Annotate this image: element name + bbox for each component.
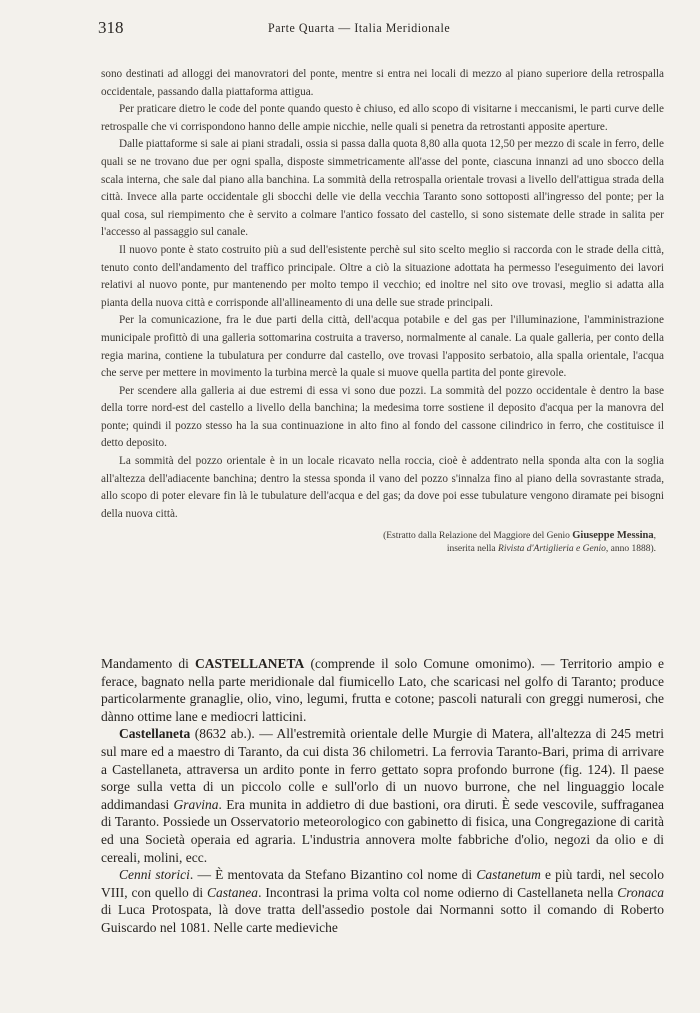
chronicle-title: Cronaca xyxy=(617,884,664,900)
history-text: e più tardi, nel secolo VIII, con quello di xyxy=(101,867,665,900)
excerpt-paragraph: Per la comunicazione, fra le due parti della città, dell'acqua potabile e del gas per l'illuminazione, l'amministrazione municipale profittò di una galleria sottomarina costruita a traverso, normalmente al canale. La quale galleria, per conto della regia marina, contiene la tubulatura per condurre dal castello, ove trovasi l'apposito serbatoio, alla spalla orientale, l'acqua che serve per mettere in movimento la turbina mercè la quale si muove quella partita del ponte girevole. xyxy=(101,314,664,380)
history-text: di Luca Protospata, là dove tratta dell'assedio postole dai Normanni sotto il comando di Roberto Guiscardo nel 1081. Nelle carte medieviche xyxy=(101,902,664,935)
credit-punct: , xyxy=(653,531,656,542)
excerpt-paragraph: Dalle piattaforme si sale ai piani stradali, ossia si passa dalla quota 8,80 alla quota 12,50 per mezzo di scale in ferro, delle quali se ne trovano due per ogni spalla, disposte simmetricamente all'asse del ponte, ciascuna innanzi ad uno sbocco della scala interna, che sale dal piano alla banchina. La sommità della retrospalla orientale trovasi a livello dell'attigua strada della città. Invece alla parte occidentale gli sbocchi delle vie della vecchia Taranto sono sottoposti all'ingresso del ponte; per la qual cosa, sul riempimento che è servito a colmare l'antico fossato del castello, si sono sistemate delle strade in salita per l'accesso al passaggio sul canale. xyxy=(101,138,664,239)
town-text-cont: . Era munita in addietro di due bastioni, ora diruti. È sede vescovile, suffraganea di Taranto. Possiede un Osservatorio meteorologico con gabinetto di fisica, una Congregazione di carità ed una Società operaia ed agraria. L'industria annovera molte fabbriche d'olio, negozi da olio e di cereali, molini, ecc. xyxy=(101,796,664,865)
excerpt-block xyxy=(101,66,664,556)
mandamento-name: CASTELLANETA xyxy=(195,656,305,671)
excerpt-credit xyxy=(101,529,656,556)
credit-year: , anno 1888). xyxy=(605,544,656,555)
main-text xyxy=(101,655,664,937)
page-header xyxy=(98,18,660,40)
excerpt-paragraph: Per praticare dietro le code del ponte quando questo è chiuso, ed allo scopo di visitarne i meccanismi, le parti curve delle retrospalle che vi corrispondono hanno delle ampie nicchie, nelle quali si penetra da retrostanti apposite aperture. xyxy=(101,103,664,133)
history-heading: Cenni storici xyxy=(119,867,190,883)
excerpt-paragraph: Per scendere alla galleria ai due estremi di essa vi sono due pozzi. La sommità del pozzo occidentale è dentro la base della torre nord-est del castello a livello della banchina; la medesima torre sostiene il deposito d'acqua per la manovra del ponte; quindi il pozzo stesso ha la sua continuazione in alto fino al fondo del cassone cilindrico in ferro, che costituisce il detto deposito. xyxy=(101,384,664,450)
credit-prefix: (Estratto dalla Relazione del Maggiore del Genio xyxy=(383,531,573,542)
town-paragraph xyxy=(101,725,664,866)
credit-inserted: inserita nella xyxy=(446,544,499,555)
mandamento-paragraph xyxy=(101,655,664,725)
gravina-term: Gravina xyxy=(173,796,219,812)
page-number: 318 xyxy=(98,18,124,37)
excerpt-paragraph: La sommità del pozzo orientale è in un locale ricavato nella roccia, cioè è addentrato nella sponda alta con la soglia all'altezza dell'adiacente banchina; dentro la stessa sponda il vano del pozzo s'innalza fino al piano della sovrastante strada, allo scopo di poter elevare fin là le tubulature dell'acqua e del gas; da dove poi esse tubulature vengono diramate pei bisogni della nuova città. xyxy=(101,455,664,520)
credit-journal: Rivista d'Artiglieria e Genio xyxy=(498,544,606,555)
history-text: . — È mentovata da Stefano Bizantino col nome di xyxy=(189,867,477,883)
town-name: Castellaneta xyxy=(119,726,191,742)
mandamento-lead: Mandamento di xyxy=(101,656,196,671)
latin-name: Castanetum xyxy=(476,867,541,883)
excerpt-paragraph: sono destinati ad alloggi dei manovratori del ponte, mentre si entra nei locali di mezzo al piano superiore della retrospalla occidentale, passando dalla piattaforma attigua. xyxy=(101,68,664,98)
town-text: (8632 ab.). — All'estremità orientale delle Murgie di Matera, all'altezza di 245 metri sul mare ed a maestro di Taranto, da cui dista 36 chilometri. La ferrovia Taranto-Bari, prima di arrivare a Castellaneta, attraversa un ardito ponte in ferro gettato sopra profondo burrone (fig. 124). Il paese sorge sulla vetta di un piccolo colle e sull'orlo di un nuovo burrone, che nel linguaggio locale addimandasi xyxy=(101,726,664,812)
mandamento-text: (comprende il solo Comune omonimo). — Territorio ampio e ferace, bagnato nella parte meridionale dal fiumicello Lato, che scaricasi nel golfo di Taranto; produce particolarmente granaglie, olio, vino, legumi, frutta e cotone; pascoli naturali con greggi numerosi, che dànno ottime lane e mediocri latticini. xyxy=(101,656,664,724)
credit-author: Giuseppe Messina xyxy=(572,530,654,542)
running-head: Parte Quarta — Italia Meridionale xyxy=(268,20,451,35)
history-paragraph xyxy=(101,866,664,936)
excerpt-paragraph: Il nuovo ponte è stato costruito più a sud dell'esistente perchè sul sito scelto meglio si raccorda con le strade della città, tenuto conto dell'andamento del traffico principale. Oltre a ciò la situazione adottata ha permesso l'eseguimento dei lavori relativi al nuovo ponte, pur mantenendo per molto tempo il vecchio; ed inoltre nel sito ove trovasi, meglio si adatta alla pianta della nuova città e corrisponde all'allineamento di una delle sue strade principali. xyxy=(101,243,664,309)
history-text: . Incontrasi la prima volta col nome odierno di Castellaneta nella xyxy=(258,884,618,900)
latin-name: Castanea xyxy=(207,884,259,900)
